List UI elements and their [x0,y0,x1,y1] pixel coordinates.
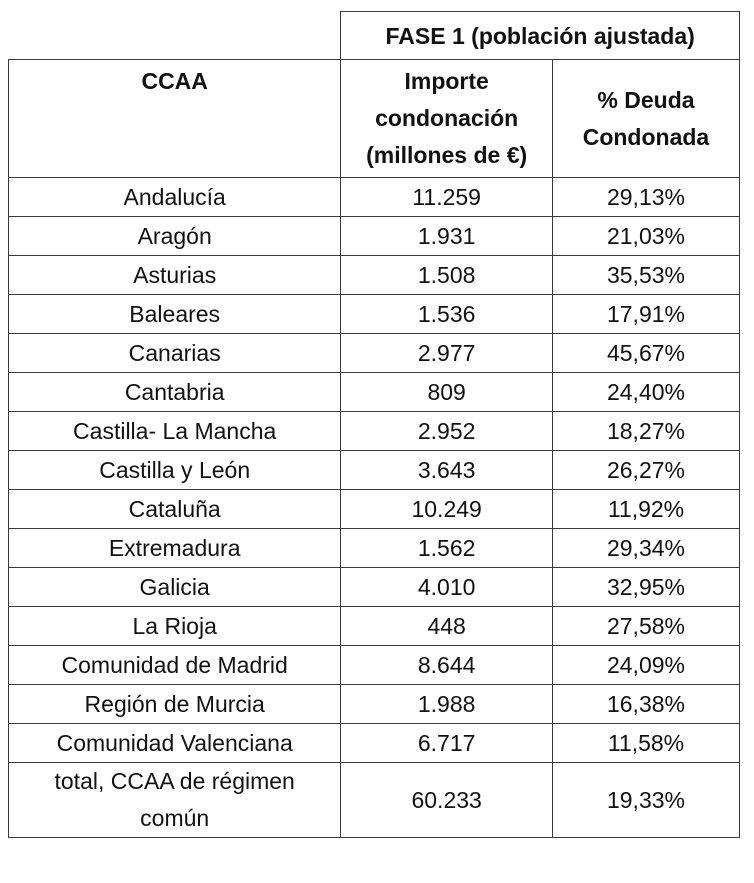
ccaa-cell: Baleares [9,295,341,334]
ccaa-header: CCAA [9,22,341,140]
importe-cell: 1.508 [341,256,553,295]
deuda-cell: 18,27% [552,412,739,451]
table-row [9,451,740,490]
ccaa-cell: Comunidad de Madrid [9,646,341,685]
table-row [9,334,740,373]
deuda-cell: 16,38% [552,685,739,724]
ccaa-cell: Asturias [9,256,341,295]
deuda-header-line1: % Deuda [597,86,695,113]
importe-cell: 4.010 [341,568,553,607]
ccaa-cell: Cantabria [9,373,341,412]
importe-cell: 2.977 [341,334,553,373]
table-row [9,646,740,685]
total-ccaa-cell [9,763,341,838]
table-row [9,568,740,607]
ccaa-cell: Andalucía [9,178,341,217]
importe-cell: 1.536 [341,295,553,334]
importe-header-line1: Importe [404,68,489,94]
deuda-cell: 45,67% [552,334,739,373]
deuda-cell: 35,53% [552,256,739,295]
importe-cell: 10.249 [341,490,553,529]
table-row [9,607,740,646]
importe-cell: 11.259 [341,178,553,217]
total-importe-cell: 60.233 [341,763,553,838]
table-row [9,490,740,529]
importe-header-line3: (millones de €) [366,142,528,168]
importe-cell: 2.952 [341,412,553,451]
deuda-cell: 17,91% [552,295,739,334]
ccaa-cell: Castilla- La Mancha [9,412,341,451]
importe-cell: 1.931 [341,217,553,256]
importe-cell: 3.643 [341,451,553,490]
total-row [9,763,740,838]
importe-cell: 8.644 [341,646,553,685]
table-body [9,178,740,763]
deuda-cell: 11,58% [552,724,739,763]
table-row [9,373,740,412]
total-ccaa-line1: total, CCAA de régimen [54,768,295,794]
importe-cell: 1.562 [341,529,553,568]
deuda-cell: 24,09% [552,646,739,685]
ccaa-cell: Cataluña [9,490,341,529]
importe-header-line2: condonación [375,105,519,131]
deuda-header-line2: Condonada [582,123,710,150]
deuda-cell: 29,34% [552,529,739,568]
debt-forgiveness-table [8,11,740,838]
table-row [9,217,740,256]
header-row-columns [9,60,740,178]
table-row [9,178,740,217]
total-ccaa-line2: común [140,805,210,831]
ccaa-cell: La Rioja [9,607,341,646]
table-row [9,529,740,568]
importe-cell: 809 [341,373,553,412]
ccaa-cell: Canarias [9,334,341,373]
table-row [9,724,740,763]
ccaa-cell: Comunidad Valenciana [9,724,341,763]
deuda-header [552,60,739,178]
ccaa-cell: Aragón [9,217,341,256]
importe-cell: 1.988 [341,685,553,724]
deuda-cell: 26,27% [552,451,739,490]
table-row [9,256,740,295]
total-deuda-cell: 19,33% [552,763,739,838]
deuda-cell: 32,95% [552,568,739,607]
deuda-cell: 24,40% [552,373,739,412]
deuda-cell: 21,03% [552,217,739,256]
deuda-cell: 11,92% [552,490,739,529]
table-row [9,295,740,334]
deuda-cell: 29,13% [552,178,739,217]
ccaa-cell: Galicia [9,568,341,607]
ccaa-cell: Castilla y León [9,451,341,490]
ccaa-cell: Región de Murcia [9,685,341,724]
ccaa-cell: Extremadura [9,529,341,568]
importe-cell: 6.717 [341,724,553,763]
phase-header: FASE 1 (población ajustada) [341,12,740,60]
importe-cell: 448 [341,607,553,646]
deuda-cell: 27,58% [552,607,739,646]
importe-header [341,60,553,178]
table-row [9,412,740,451]
table-row [9,685,740,724]
